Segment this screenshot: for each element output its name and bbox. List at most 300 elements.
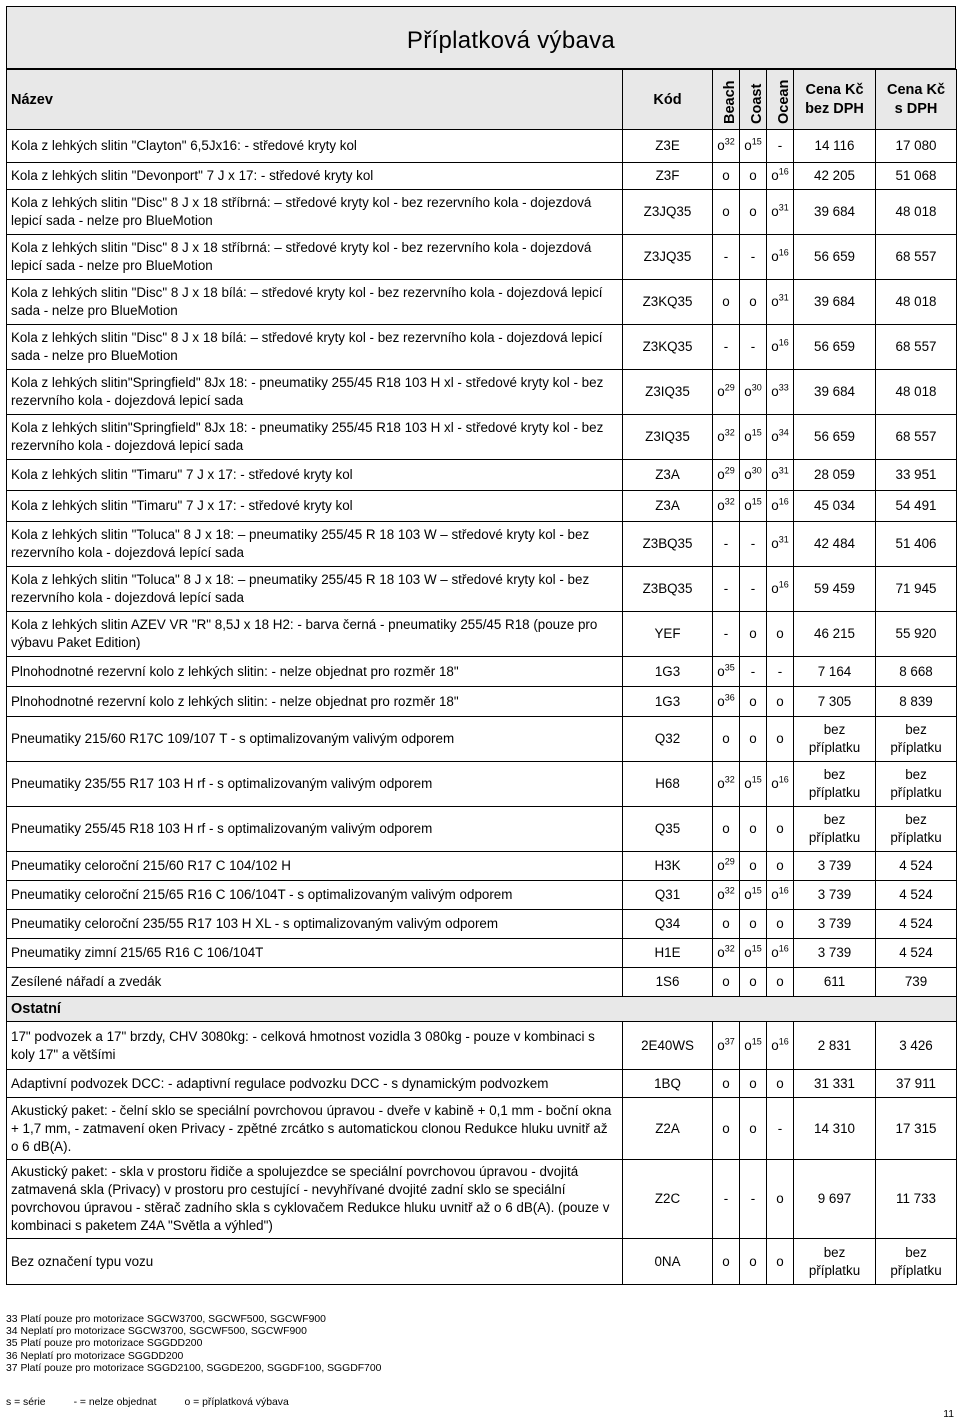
availability-symbol: o [749, 858, 757, 873]
availability-ocean [767, 415, 794, 460]
section-row-other [7, 997, 957, 1022]
availability-symbol: o [771, 339, 779, 354]
page-title: Příplatková výbava [406, 27, 616, 54]
availability-ocean [767, 567, 794, 612]
option-code: Z3JQ35 [623, 235, 713, 280]
footnote-ref: 15 [751, 427, 762, 438]
availability-symbol: o [776, 1075, 784, 1091]
option-name: Kola z lehkých slitin "Toluca" 8 J x 18: ‒ pneumatiky 255/45 R 18 103 W ‒ středové kryty kol - bez rezervního kola - dojezdová lepící sada [7, 522, 623, 567]
option-code: Z3IQ35 [623, 415, 713, 460]
title-bar [6, 6, 956, 69]
availability-coast [740, 939, 767, 968]
availability-ocean [767, 910, 794, 939]
price-net: 3 739 [794, 939, 876, 968]
availability-coast [740, 415, 767, 460]
option-name: Akustický paket: - čelní sklo se speciální povrchovou úpravou - dveře v kabině + 0,1 mm - boční okna + 1,7 mm, - zatmavení oken Privacy - zpětné zrcátko s automatickou clonou Redukce hluku uvnitř až o 6 dB(A). [7, 1098, 623, 1160]
availability-symbol: o [722, 1253, 730, 1269]
price-net: 7 305 [794, 687, 876, 717]
option-code: Z3JQ35 [623, 190, 713, 235]
availability-coast [740, 163, 767, 190]
table-row [7, 1022, 957, 1070]
footnote-ref: 16 [778, 496, 789, 507]
option-name: Kola z lehkých slitin "Timaru" 7 J x 17: - středové kryty kol [7, 460, 623, 491]
availability-ocean [767, 612, 794, 657]
availability-symbol: o [717, 858, 725, 873]
option-name: Plnohodnotné rezervní kolo z lehkých slitin: - nelze objednat pro rozměr 18" [7, 687, 623, 717]
price-gross: 51 406 [876, 522, 957, 567]
option-name: Zesílené nářadí a zvedák [7, 968, 623, 997]
availability-beach [713, 163, 740, 190]
option-code: 2E40WS [623, 1022, 713, 1070]
availability-symbol: o [776, 1191, 784, 1206]
footnote-ref: 37 [724, 1036, 735, 1047]
price-gross: 68 557 [876, 235, 957, 280]
availability-symbol: - [723, 536, 729, 551]
price-net: 59 459 [794, 567, 876, 612]
footnote-ref: 16 [778, 774, 789, 785]
availability-symbol: o [717, 467, 725, 482]
footnote-ref: 31 [778, 534, 789, 545]
option-code: Q35 [623, 807, 713, 852]
option-name: Pneumatiky zimní 215/65 R16 C 106/104T [7, 939, 623, 968]
availability-ocean [767, 1022, 794, 1070]
availability-symbol: o [749, 821, 757, 836]
option-name: Bez označení typu vozu [7, 1239, 623, 1285]
footnote: 35 Platí pouze pro motorizace SGGDD200 [6, 1338, 203, 1350]
availability-beach [713, 280, 740, 325]
availability-symbol: o [717, 384, 725, 399]
option-code: 1S6 [623, 968, 713, 997]
availability-symbol: o [744, 467, 752, 482]
price-net: 42 484 [794, 522, 876, 567]
table-row [7, 370, 957, 415]
footnote-ref: 30 [751, 382, 762, 393]
availability-ocean [767, 717, 794, 762]
availability-ocean [767, 939, 794, 968]
legend [6, 1397, 317, 1408]
table-row [7, 968, 957, 997]
legend-unavailable: - = nelze objednat [73, 1397, 157, 1408]
table-row [7, 762, 957, 807]
footnote-ref: 16 [778, 1036, 789, 1047]
option-code: 1G3 [623, 687, 713, 717]
price-gross: 37 911 [876, 1070, 957, 1098]
availability-ocean [767, 325, 794, 370]
table-row [7, 325, 957, 370]
option-code: 1BQ [623, 1070, 713, 1098]
availability-symbol: o [749, 1120, 757, 1136]
availability-ocean [767, 163, 794, 190]
availability-coast [740, 657, 767, 687]
price-net: 42 205 [794, 163, 876, 190]
option-code: Z3IQ35 [623, 370, 713, 415]
option-code: YEF [623, 612, 713, 657]
table-row [7, 235, 957, 280]
price-gross: 48 018 [876, 370, 957, 415]
availability-coast [740, 1070, 767, 1098]
availability-symbol: o [771, 384, 779, 399]
price-net: 3 739 [794, 910, 876, 939]
footnote-ref: 16 [778, 337, 789, 348]
availability-beach [713, 612, 740, 657]
availability-symbol: o [722, 916, 730, 931]
availability-coast [740, 522, 767, 567]
footnote-ref: 29 [724, 856, 735, 867]
price-net: bez příplatku [794, 762, 876, 807]
price-gross: 68 557 [876, 415, 957, 460]
price-net: 28 059 [794, 460, 876, 491]
option-code: Z3F [623, 163, 713, 190]
table-row [7, 567, 957, 612]
price-gross: 48 018 [876, 280, 957, 325]
availability-symbol: o [771, 168, 779, 183]
option-code: H68 [623, 762, 713, 807]
table-section-other [7, 997, 957, 1022]
option-name: Kola z lehkých slitin "Disc" 8 J x 18 stříbrná: ‒ středové kryty kol - bez rezervního kola - dojezdová lepicí sada - nelze pro BlueMotion [7, 235, 623, 280]
footnote-ref: 31 [778, 292, 789, 303]
footnote-ref: 32 [724, 136, 735, 147]
availability-coast [740, 910, 767, 939]
table-row [7, 190, 957, 235]
availability-ocean [767, 881, 794, 910]
availability-beach [713, 460, 740, 491]
availability-symbol: o [722, 204, 730, 219]
footnote-ref: 33 [778, 382, 789, 393]
availability-beach [713, 1022, 740, 1070]
availability-symbol: o [771, 294, 779, 309]
availability-symbol: - [750, 1191, 756, 1206]
availability-symbol: o [717, 1037, 725, 1053]
options-table [6, 69, 957, 1285]
table-row [7, 460, 957, 491]
availability-symbol: o [744, 776, 752, 791]
availability-coast [740, 491, 767, 522]
availability-symbol: o [722, 1075, 730, 1091]
price-net: 14 310 [794, 1098, 876, 1160]
footnote-ref: 16 [778, 579, 789, 590]
footnote-ref: 31 [778, 465, 789, 476]
table-row [7, 852, 957, 881]
table-row [7, 522, 957, 567]
availability-coast [740, 235, 767, 280]
legend-standard: s = série [6, 1397, 46, 1408]
legend-optional: o = příplatková výbava [184, 1397, 289, 1408]
option-code: Q31 [623, 881, 713, 910]
availability-coast [740, 852, 767, 881]
option-code: H1E [623, 939, 713, 968]
price-gross: 68 557 [876, 325, 957, 370]
price-gross: 4 524 [876, 852, 957, 881]
price-gross: 8 668 [876, 657, 957, 687]
table-row [7, 807, 957, 852]
availability-beach [713, 491, 740, 522]
availability-symbol: - [777, 138, 783, 153]
availability-beach [713, 522, 740, 567]
availability-beach [713, 567, 740, 612]
price-net: 56 659 [794, 235, 876, 280]
footnote-ref: 15 [751, 136, 762, 147]
availability-symbol: - [723, 626, 729, 641]
availability-coast [740, 881, 767, 910]
availability-symbol: o [744, 945, 752, 960]
option-code: 1G3 [623, 657, 713, 687]
availability-symbol: - [750, 249, 756, 264]
availability-coast [740, 130, 767, 163]
availability-symbol: o [744, 429, 752, 444]
footnote-ref: 15 [751, 1036, 762, 1047]
availability-coast [740, 807, 767, 852]
price-net: 14 116 [794, 130, 876, 163]
availability-beach [713, 657, 740, 687]
option-name: Kola z lehkých slitin "Disc" 8 J x 18 bílá: ‒ středové kryty kol - bez rezervního kola - dojezdová lepicí sada - nelze pro BlueMotion [7, 325, 623, 370]
availability-symbol: o [744, 498, 752, 513]
availability-symbol: o [749, 168, 757, 183]
header-ocean: Ocean [767, 70, 794, 130]
footnote: 37 Platí pouze pro motorizace SGGD2100, SGGDE200, SGGDF100, SGGDF700 [6, 1362, 382, 1374]
price-net: 56 659 [794, 415, 876, 460]
footnote-ref: 15 [751, 496, 762, 507]
availability-beach [713, 1070, 740, 1098]
footnote: 36 Neplatí pro motorizace SGGDD200 [6, 1350, 184, 1362]
availability-symbol: o [776, 626, 784, 641]
availability-symbol: o [744, 138, 752, 153]
option-code: Z2A [623, 1098, 713, 1160]
option-code: Z3A [623, 491, 713, 522]
availability-symbol: o [771, 536, 779, 551]
availability-symbol: o [771, 467, 779, 482]
option-code: Q34 [623, 910, 713, 939]
table-row [7, 939, 957, 968]
availability-symbol: o [776, 974, 784, 989]
footnote-ref: 32 [724, 427, 735, 438]
option-name: Pneumatiky 235/55 R17 103 H rf - s optimalizovaným valivým odporem [7, 762, 623, 807]
availability-ocean [767, 491, 794, 522]
table-row [7, 1160, 957, 1239]
availability-symbol: o [771, 581, 779, 596]
availability-symbol: o [771, 204, 779, 219]
option-name: Akustický paket: - skla v prostoru řidiče a spolujezdce se speciální povrchovou úpravou - dvojitá zatmavená skla (Privacy) v prostoru pro cestující - nevyhřívané dvojité zadní sklo se speciální povrchovou úpravou - stěrač zadního skla s cyklovačem Redukce hluku uvnitř až o 6 dB(A). (pouze v kombinaci s paketem Z4A "Světla a výhled") [7, 1160, 623, 1239]
availability-symbol: - [723, 1191, 729, 1206]
availability-coast [740, 717, 767, 762]
footnotes [6, 1314, 381, 1375]
price-gross: 17 315 [876, 1098, 957, 1160]
availability-coast [740, 325, 767, 370]
availability-ocean [767, 1239, 794, 1285]
availability-symbol: o [771, 945, 779, 960]
header-price-gross: Cena Kč s DPH [876, 70, 957, 130]
header-name: Název [7, 70, 623, 130]
price-net: 611 [794, 968, 876, 997]
availability-symbol: - [777, 663, 783, 679]
availability-beach [713, 370, 740, 415]
availability-symbol: o [722, 974, 730, 989]
footnote-ref: 32 [724, 885, 735, 896]
price-gross: 48 018 [876, 190, 957, 235]
availability-coast [740, 370, 767, 415]
header-price-net: Cena Kč bez DPH [794, 70, 876, 130]
option-name: Kola z lehkých slitin "Toluca" 8 J x 18: ‒ pneumatiky 255/45 R 18 103 W ‒ středové kryty kol - bez rezervního kola - dojezdová lepící sada [7, 567, 623, 612]
footnote-ref: 32 [724, 774, 735, 785]
availability-coast [740, 687, 767, 717]
availability-coast [740, 1160, 767, 1239]
availability-symbol: o [771, 249, 779, 264]
table-row [7, 163, 957, 190]
availability-ocean [767, 1098, 794, 1160]
footnote-ref: 16 [778, 166, 789, 177]
table-body-wheels [7, 130, 957, 997]
table-body-other [7, 1022, 957, 1285]
availability-symbol: o [776, 731, 784, 746]
footnote-ref: 15 [751, 885, 762, 896]
availability-beach [713, 910, 740, 939]
availability-symbol: o [776, 1253, 784, 1269]
availability-symbol: o [749, 1075, 757, 1091]
availability-coast [740, 612, 767, 657]
option-code: Z3KQ35 [623, 325, 713, 370]
availability-ocean [767, 852, 794, 881]
option-code: H3K [623, 852, 713, 881]
availability-symbol: o [717, 429, 725, 444]
table-row [7, 415, 957, 460]
availability-symbol: o [744, 1037, 752, 1053]
availability-symbol: o [771, 498, 779, 513]
availability-beach [713, 235, 740, 280]
availability-ocean [767, 762, 794, 807]
option-code: Z3BQ35 [623, 522, 713, 567]
footnote-ref: 16 [778, 885, 789, 896]
option-code: Z2C [623, 1160, 713, 1239]
availability-beach [713, 415, 740, 460]
price-gross: 4 524 [876, 939, 957, 968]
availability-symbol: o [749, 693, 757, 709]
option-name: Kola z lehkých slitin"Springfield" 8Jx 18: - pneumatiky 255/45 R18 103 H xl - středové kryty kol - bez rezervního kola - dojezdová lepicí sada [7, 370, 623, 415]
availability-ocean [767, 460, 794, 491]
table-row [7, 687, 957, 717]
option-name: Adaptivní podvozek DCC: - adaptivní regulace podvozku DCC - s dynamickým podvozkem [7, 1070, 623, 1098]
footnote-ref: 29 [724, 382, 735, 393]
footnote: 34 Neplatí pro motorizace SGCW3700, SGCWF500, SGCWF900 [6, 1326, 307, 1338]
availability-ocean [767, 968, 794, 997]
availability-coast [740, 1239, 767, 1285]
option-code: 0NA [623, 1239, 713, 1285]
availability-beach [713, 1098, 740, 1160]
footnote-ref: 34 [778, 427, 789, 438]
price-net: 2 831 [794, 1022, 876, 1070]
availability-symbol: o [717, 693, 725, 709]
availability-symbol: o [722, 168, 730, 183]
price-net: 3 739 [794, 852, 876, 881]
option-name: Pneumatiky 215/60 R17C 109/107 T - s optimalizovaným valivým odporem [7, 717, 623, 762]
availability-symbol: o [717, 776, 725, 791]
availability-beach [713, 717, 740, 762]
price-net: 3 739 [794, 881, 876, 910]
price-gross: bez příplatku [876, 717, 957, 762]
section-title-other: Ostatní [7, 997, 957, 1022]
option-name: Pneumatiky celoroční 215/65 R16 C 106/104T - s optimalizovaným valivým odporem [7, 881, 623, 910]
availability-ocean [767, 522, 794, 567]
availability-beach [713, 881, 740, 910]
footnote-ref: 35 [724, 662, 735, 673]
availability-beach [713, 1239, 740, 1285]
price-gross: bez příplatku [876, 807, 957, 852]
table-row [7, 130, 957, 163]
availability-symbol: o [749, 1253, 757, 1269]
availability-symbol: o [771, 776, 779, 791]
table-row [7, 1239, 957, 1285]
page-number: 11 [943, 1409, 954, 1420]
availability-symbol: o [717, 663, 725, 679]
availability-symbol: - [750, 536, 756, 551]
table-row [7, 881, 957, 910]
option-name: Kola z lehkých slitin "Clayton" 6,5Jx16: - středové kryty kol [7, 130, 623, 163]
availability-symbol: - [750, 663, 756, 679]
availability-symbol: o [722, 731, 730, 746]
footnote-ref: 16 [778, 943, 789, 954]
availability-symbol: o [771, 429, 779, 444]
availability-beach [713, 852, 740, 881]
price-gross: 3 426 [876, 1022, 957, 1070]
availability-coast [740, 1022, 767, 1070]
header-coast: Coast [740, 70, 767, 130]
option-name: Pneumatiky 255/45 R18 103 H rf - s optimalizovaným valivým odporem [7, 807, 623, 852]
availability-symbol: - [723, 339, 729, 354]
footnote-ref: 29 [724, 465, 735, 476]
availability-coast [740, 280, 767, 325]
availability-symbol: - [723, 249, 729, 264]
price-net: 46 215 [794, 612, 876, 657]
price-net: 56 659 [794, 325, 876, 370]
table-row [7, 717, 957, 762]
price-gross: 4 524 [876, 881, 957, 910]
table-row [7, 612, 957, 657]
availability-coast [740, 762, 767, 807]
availability-beach [713, 939, 740, 968]
header-beach: Beach [713, 70, 740, 130]
availability-beach [713, 968, 740, 997]
option-code: Z3BQ35 [623, 567, 713, 612]
option-code: Q32 [623, 717, 713, 762]
table-row [7, 1070, 957, 1098]
option-name: Kola z lehkých slitin "Disc" 8 J x 18 stříbrná: ‒ středové kryty kol - bez rezervního kola - dojezdová lepicí sada - nelze pro BlueMotion [7, 190, 623, 235]
header-code: Kód [623, 70, 713, 130]
table-row [7, 491, 957, 522]
price-net: 39 684 [794, 280, 876, 325]
availability-coast [740, 968, 767, 997]
availability-symbol: o [749, 204, 757, 219]
availability-ocean [767, 280, 794, 325]
availability-ocean [767, 235, 794, 280]
availability-ocean [767, 807, 794, 852]
availability-symbol: o [744, 887, 752, 902]
availability-symbol: o [717, 887, 725, 902]
availability-symbol: o [776, 858, 784, 873]
option-name: 17" podvozek a 17" brzdy, CHV 3080kg: - celková hmotnost vozidla 3 080kg - pouze v kombinaci s koly 17" a většími [7, 1022, 623, 1070]
option-code: Z3KQ35 [623, 280, 713, 325]
availability-symbol: o [717, 138, 725, 153]
price-net: bez příplatku [794, 717, 876, 762]
price-net: 45 034 [794, 491, 876, 522]
availability-coast [740, 1098, 767, 1160]
availability-symbol: - [723, 581, 729, 596]
footnote-ref: 16 [778, 247, 789, 258]
availability-symbol: o [717, 945, 725, 960]
footnote-ref: 32 [724, 496, 735, 507]
price-net: 31 331 [794, 1070, 876, 1098]
price-gross: bez příplatku [876, 762, 957, 807]
availability-ocean [767, 1070, 794, 1098]
price-net: 39 684 [794, 190, 876, 235]
availability-symbol: o [744, 384, 752, 399]
